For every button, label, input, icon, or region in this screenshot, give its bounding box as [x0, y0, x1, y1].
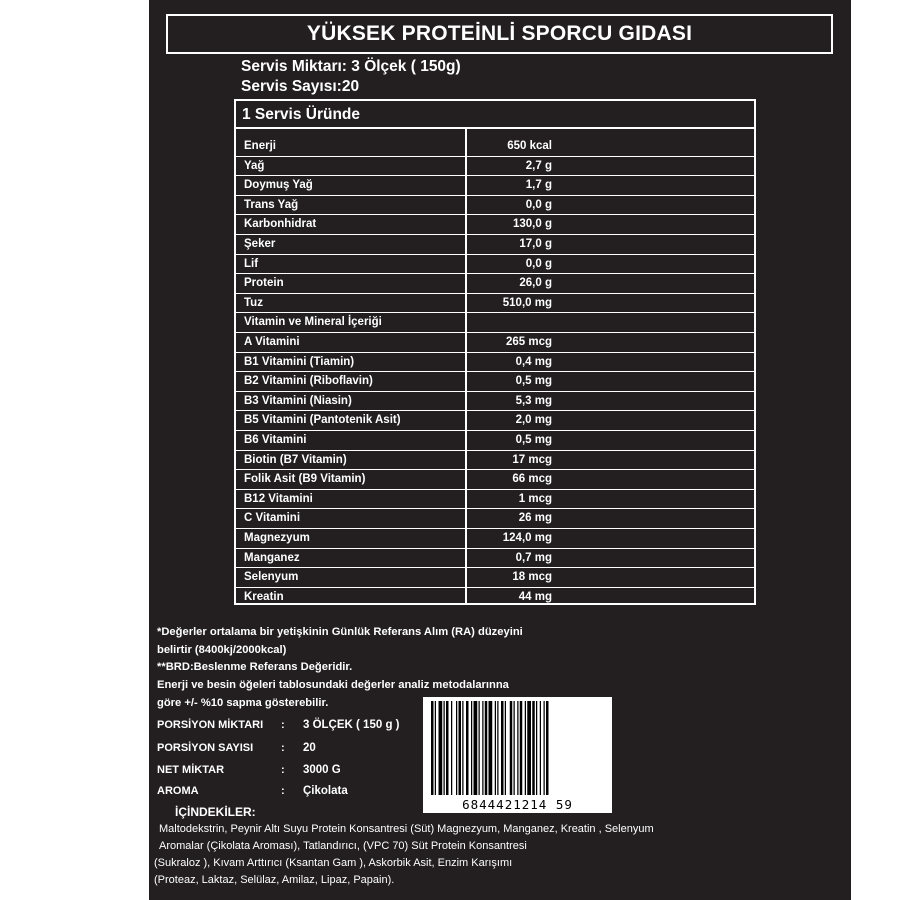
table-row: [236, 431, 754, 451]
table-row: [236, 470, 754, 490]
table-row: [236, 451, 754, 471]
ingredients-line: (Proteaz, Laktaz, Selülaz, Amilaz, Lipaz, Papain).: [154, 874, 395, 886]
barcode-bar: [439, 701, 443, 795]
nutrient-value: 510,0 mg: [502, 296, 552, 309]
info-key: AROMA: [157, 785, 199, 797]
table-row: [236, 372, 754, 392]
barcode-bar: [466, 701, 469, 795]
info-key: NET MİKTAR: [157, 764, 225, 776]
nutrient-value: 650 kcal: [507, 140, 552, 152]
table-row: [236, 509, 754, 529]
info-value: Çikolata: [303, 785, 348, 797]
barcode-bar: [444, 701, 445, 795]
note-ra-kcal: belirtir (8400kj/2000kcal): [157, 644, 287, 656]
table-row: [236, 235, 754, 255]
nutrient-name: Magnezyum: [244, 532, 310, 544]
info-value: 20: [303, 742, 316, 754]
ingredients-line: (Sukraloz ), Kıvam Arttırıcı (Ksantan Gam ), Askorbik Asit, Enzim Karışımı: [154, 857, 513, 869]
nutrient-name: Tuz: [244, 296, 263, 309]
nutrient-value: 124,0 mg: [502, 532, 552, 544]
table-row: [236, 568, 754, 588]
nutrient-value: 1 mcg: [518, 492, 552, 505]
barcode-bar: [431, 701, 434, 795]
barcode-bar: [474, 701, 478, 795]
table-row: [236, 529, 754, 549]
barcode-bar: [479, 701, 480, 795]
nutrition-label: [149, 0, 851, 900]
table-row: [236, 411, 754, 431]
nutrient-name: A Vitamini: [244, 336, 300, 348]
barcode-bars: [423, 697, 612, 797]
ingredients-heading: İÇİNDEKİLER:: [175, 805, 256, 819]
info-separator: :: [281, 764, 285, 776]
table-row: [236, 274, 754, 294]
barcode-bar: [546, 701, 549, 795]
table-row: [236, 313, 754, 333]
barcode-bar: [514, 701, 515, 795]
nutrient-name: Selenyum: [244, 571, 299, 584]
barcode-bar: [536, 701, 537, 795]
nutrient-value: 0,4 mg: [515, 355, 552, 368]
barcode-bar: [459, 701, 462, 795]
barcode-bar: [497, 701, 498, 795]
ingredients-line: Aromalar (Çikolata Aroması), Tatlandırıcı, (VPC 70) Süt Protein Konsantresi: [159, 840, 527, 852]
serving-count: Servis Sayısı:20: [241, 78, 360, 95]
table-row: [236, 588, 754, 608]
nutrient-name: C Vitamini: [244, 512, 301, 525]
info-separator: :: [281, 785, 285, 797]
table-row: [236, 196, 754, 216]
barcode-bar: [435, 701, 436, 795]
nutrient-name: Yağ: [244, 159, 265, 172]
nutrient-name: B1 Vitamini (Tiamin): [244, 355, 355, 368]
barcode-bar: [482, 701, 483, 795]
nutrient-value: 0,5 mg: [515, 375, 552, 388]
table-row: [236, 137, 754, 157]
barcode-bar: [501, 701, 504, 795]
table-heading: 1 Servis Üründe: [236, 101, 754, 129]
barcode-bar: [495, 701, 496, 795]
barcode: [423, 697, 612, 813]
ingredients-line: Maltodekstrin, Peynir Altı Suyu Protein Konsantresi (Süt) Magnezyum, Manganez, Kreatin , Selenyum: [159, 823, 654, 835]
barcode-number: 6844421214 59: [462, 797, 573, 812]
nutrient-value: 26,0 g: [519, 277, 552, 290]
barcode-bar: [520, 701, 523, 795]
barcode-bar: [451, 701, 452, 795]
product-title: YÜKSEK PROTEİNLİ SPORCU GIDASI: [166, 14, 833, 54]
nutrient-value: 0,0 g: [525, 257, 552, 270]
nutrient-name: B2 Vitamini (Riboflavin): [244, 375, 373, 388]
nutrient-value: 66 mcg: [512, 473, 552, 486]
table-row: [236, 157, 754, 177]
table-row: [236, 294, 754, 314]
nutrient-name: B5 Vitamini (Pantotenik Asit): [244, 414, 401, 427]
info-key: PORSİYON MİKTARI: [157, 719, 264, 731]
nutrient-name: B6 Vitamini: [244, 434, 307, 446]
nutrient-value: 2,7 g: [525, 159, 552, 172]
barcode-bar: [489, 701, 493, 795]
nutrient-value: 0,0 g: [525, 198, 552, 211]
barcode-bar: [525, 701, 526, 795]
barcode-bar: [505, 701, 506, 795]
barcode-bar: [485, 701, 488, 795]
serving-amount: Servis Miktarı: 3 Ölçek ( 150g): [241, 58, 461, 75]
table-row: [236, 255, 754, 275]
info-separator: :: [281, 742, 285, 754]
nutrient-value: 0,5 mg: [515, 434, 552, 446]
nutrient-name: Folik Asit (B9 Vitamin): [244, 473, 366, 486]
table-row: [236, 333, 754, 353]
barcode-bar: [532, 701, 535, 795]
nutrient-value: 18 mcg: [512, 571, 552, 584]
nutrition-table: [234, 99, 756, 605]
nutrient-value: 130,0 g: [513, 218, 552, 231]
note-ra: *Değerler ortalama bir yetişkinin Günlük Referans Alım (RA) düzeyini: [157, 626, 523, 638]
table-row: [236, 392, 754, 412]
nutrient-name: Vitamin ve Mineral İçeriği: [244, 316, 382, 329]
nutrient-value: 17 mcg: [512, 453, 552, 466]
nutrient-name: Şeker: [244, 238, 276, 250]
nutrient-value: 1,7 g: [525, 179, 552, 192]
nutrient-value: 0,7 mg: [515, 551, 552, 564]
nutrient-name: Trans Yağ: [244, 198, 299, 211]
nutrient-name: B3 Vitamini (Niasin): [244, 394, 352, 407]
nutrient-name: Manganez: [244, 551, 300, 564]
nutrient-value: 265 mcg: [505, 336, 552, 348]
nutrient-value: 5,3 mg: [515, 394, 552, 407]
nutrient-value: 26 mg: [518, 512, 552, 525]
nutrient-name: Biotin (B7 Vitamin): [244, 453, 347, 466]
nutrient-name: Lif: [244, 257, 259, 270]
table-row: [236, 549, 754, 569]
barcode-bar: [456, 701, 457, 795]
note-analysis: Enerji ve besin öğeleri tablosundaki değerler analiz metodalarınna: [157, 679, 509, 691]
table-row: [236, 215, 754, 235]
info-key: PORSİYON SAYISI: [157, 742, 254, 754]
nutrient-name: Kreatin: [244, 590, 284, 603]
barcode-bar: [540, 701, 541, 795]
nutrient-name: B12 Vitamini: [244, 492, 313, 505]
barcode-bar: [446, 701, 449, 795]
barcode-bar: [510, 701, 513, 795]
nutrient-value: 17,0 g: [519, 238, 552, 250]
table-row: [236, 490, 754, 510]
nutrient-value: 44 mg: [518, 590, 552, 603]
info-separator: :: [281, 719, 285, 731]
table-row: [236, 176, 754, 196]
barcode-bar: [527, 701, 531, 795]
barcode-bar: [517, 701, 518, 795]
info-value: 3 ÖLÇEK ( 150 g ): [303, 719, 400, 731]
info-value: 3000 G: [303, 764, 341, 776]
barcode-bar: [471, 701, 472, 795]
nutrient-value: 2,0 mg: [515, 414, 552, 427]
nutrient-name: Enerji: [244, 140, 276, 152]
nutrient-name: Doymuş Yağ: [244, 179, 313, 192]
barcode-bar: [462, 701, 463, 795]
note-brd: **BRD:Beslenme Referans Değeridir.: [157, 661, 353, 673]
note-deviation: göre +/- %10 sapma gösterebilir.: [157, 697, 329, 709]
nutrient-name: Karbonhidrat: [244, 218, 317, 231]
barcode-bar: [544, 701, 545, 795]
table-row: [236, 353, 754, 373]
nutrient-name: Protein: [244, 277, 284, 290]
